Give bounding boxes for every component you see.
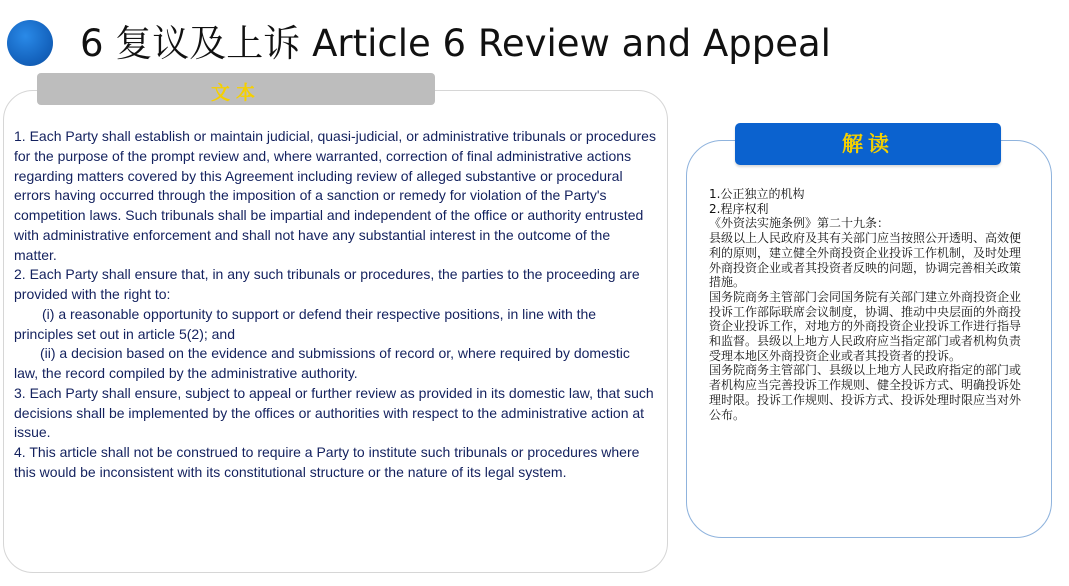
interpretation-tab (735, 123, 1001, 165)
article-text-body (14, 127, 656, 483)
article-paragraph-4: 4. This article shall not be construed to require a Party to institute such tribunals or procedures where this would be inconsistent with its constitutional structure or the nature of its legal system. (14, 444, 640, 480)
interpretation-item-2: 2.程序权利 (709, 201, 769, 216)
interpretation-item-1: 1.公正独立的机构 (709, 187, 805, 201)
article-paragraph-1: 1. Each Party shall establish or maintain judicial, quasi-judicial, or administrative tribunals or procedures for the purpose of the prompt review and, where warranted, correction of final administrative actions regarding matters covered by this Agreement including review of alleged substantive or procedural errors having occurred through the imposition of a sanction or remedy for violation of the Party's competition laws. Such tribunals shall be impartial and independent of the office or authority entrusted with administrative enforcement and shall not have any substantial interest in the outcome of the matter. (14, 128, 656, 263)
article-paragraph-2-ii: (ii) a decision based on the evidence and submissions of record or, where required by domestic law, the record compiled by the administrative authority. (14, 345, 630, 381)
slide-title: 6 复议及上诉 Article 6 Review and Appeal (80, 22, 831, 65)
text-tab (37, 73, 435, 105)
interpretation-paragraph-2: 国务院商务主管部门会同国务院有关部门建立外商投资企业投诉工作部际联席会议制度，协调、推动中央层面的外商投资企业投诉工作，对地方的外商投资企业投诉工作进行指导和监督。县级以上地方人民政府应当指定部门或者机构负责受理本地区外商投资企业或者其投资者的投诉。 (709, 289, 1022, 363)
article-paragraph-2: 2. Each Party shall ensure that, in any such tribunals or procedures, the parties to the proceeding are provided with the right to: (14, 266, 640, 302)
article-paragraph-3: 3. Each Party shall ensure, subject to appeal or further review as provided in its domestic law, that such decisions shall be implemented by the offices or authorities with respect to the administrative action at issue. (14, 384, 654, 441)
interpretation-paragraph-3: 国务院商务主管部门、县级以上地方人民政府指定的部门或者机构应当完善投诉工作规则、健全投诉方式、明确投诉处理时限。投诉工作规则、投诉方式、投诉处理时限应当对外公布。 (709, 363, 1022, 422)
interpretation-paragraph-1: 县级以上人民政府及其有关部门应当按照公开透明、高效便利的原则，建立健全外商投资企业投诉工作机制，及时处理外商投资企业或者其投资者反映的问题，协调完善相关政策措施。 (709, 231, 1022, 290)
interpretation-tab-label: 解读 (842, 132, 894, 156)
interpretation-text-body (709, 187, 1025, 422)
title-bullet-icon (7, 20, 53, 66)
article-paragraph-2-i: (i) a reasonable opportunity to support or defend their respective positions, in line with the principles set out in article 5(2); and (14, 305, 597, 342)
text-tab-label: 文本 (210, 82, 261, 104)
interpretation-regulation-title: 《外资法实施条例》第二十九条： (709, 216, 890, 231)
